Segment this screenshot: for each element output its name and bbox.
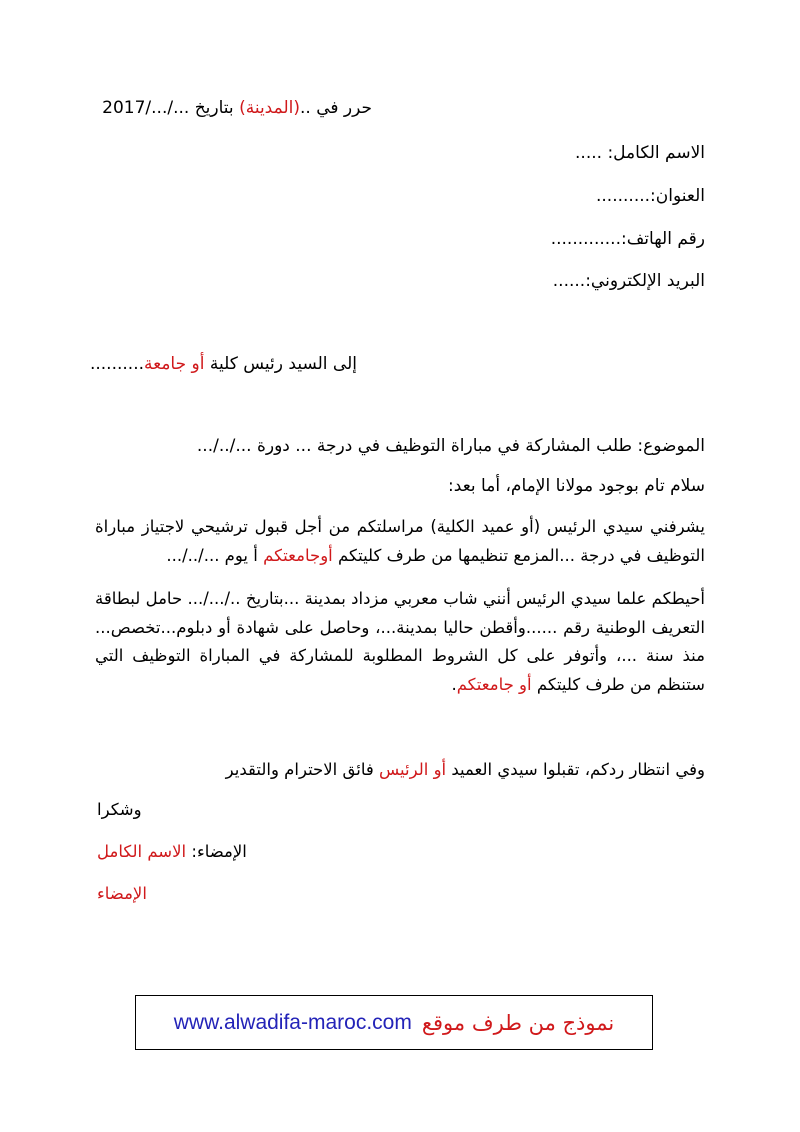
paragraph-2 [95,585,705,699]
sender-phone: رقم الهاتف:............. [550,229,705,249]
paragraph-2-text-a: أحيطكم علما سيدي الرئيس أنني شاب معربي مزداد بمدينة ...بتاريخ ../.../... حامل لبطاقة التعريف الوطنية رقم ......وأقطن حاليا بمدينة...، وحاصل على شهادة أو دبلوم...تخصص... منذ سنة ...، وأتوفر على كل الشروط المطلوبة للمشاركة في المباراة التوظيف التي ستنظم من طرف كليتكم [95,589,705,694]
closing-text-a: وفي انتظار ردكم، تقبلوا سيدي العميد [446,760,705,779]
recipient-suffix: .......... [89,354,145,374]
sender-email: البريد الإلكتروني:...... [552,271,705,291]
paragraph-1-alt: أوجامعتكم [263,545,333,565]
recipient-line [90,354,357,374]
signature-line [97,842,247,861]
signature-name: الاسم الكامل [97,842,187,861]
paragraph-2-alt: أو جامعتكم [456,674,532,694]
paragraph-1-text-a: يشرفني سيدي الرئيس (أو عميد الكلية) مراسلتكم من أجل قبول ترشيحي لاجتياز مباراة التوظيف في درجة ...المزمع تنظيمها من طرف كليتكم [95,517,705,565]
closing-alt: أو الرئيس [379,760,447,779]
footer-url-link[interactable]: www.alwadifa-maroc.com [173,1010,412,1034]
paragraph-1-text-b: أ يوم .../../... [166,545,264,565]
signature-label: الإمضاء: [186,842,247,861]
greeting: سلام تام بوجود مولانا الإمام، أما بعد: [448,476,705,496]
paragraph-2-text-b: . [451,674,457,694]
place-prefix: حرر في .. [299,98,372,118]
signature-placeholder: الإمضاء [97,884,147,903]
footer-credit-box [135,995,653,1050]
closing-text-b: فائق الاحترام والتقدير [225,760,379,779]
sender-full-name: الاسم الكامل: ..... [575,143,705,163]
date-text: بتاريخ .../.../2017 [102,98,240,118]
footer-text: نموذج من طرف موقع [421,1010,615,1035]
sender-address: العنوان:.......... [596,186,705,206]
closing-line [226,760,705,779]
paragraph-1 [95,513,705,570]
recipient-alt: أو جامعة [144,354,205,374]
thanks-line: وشكرا [97,800,142,819]
city-placeholder: (المدينة) [239,98,300,118]
date-line [102,98,372,118]
recipient-prefix: إلى السيد رئيس كلية [204,354,357,374]
subject-line: الموضوع: طلب المشاركة في مباراة التوظيف في درجة ... دورة .../../... [196,436,705,456]
